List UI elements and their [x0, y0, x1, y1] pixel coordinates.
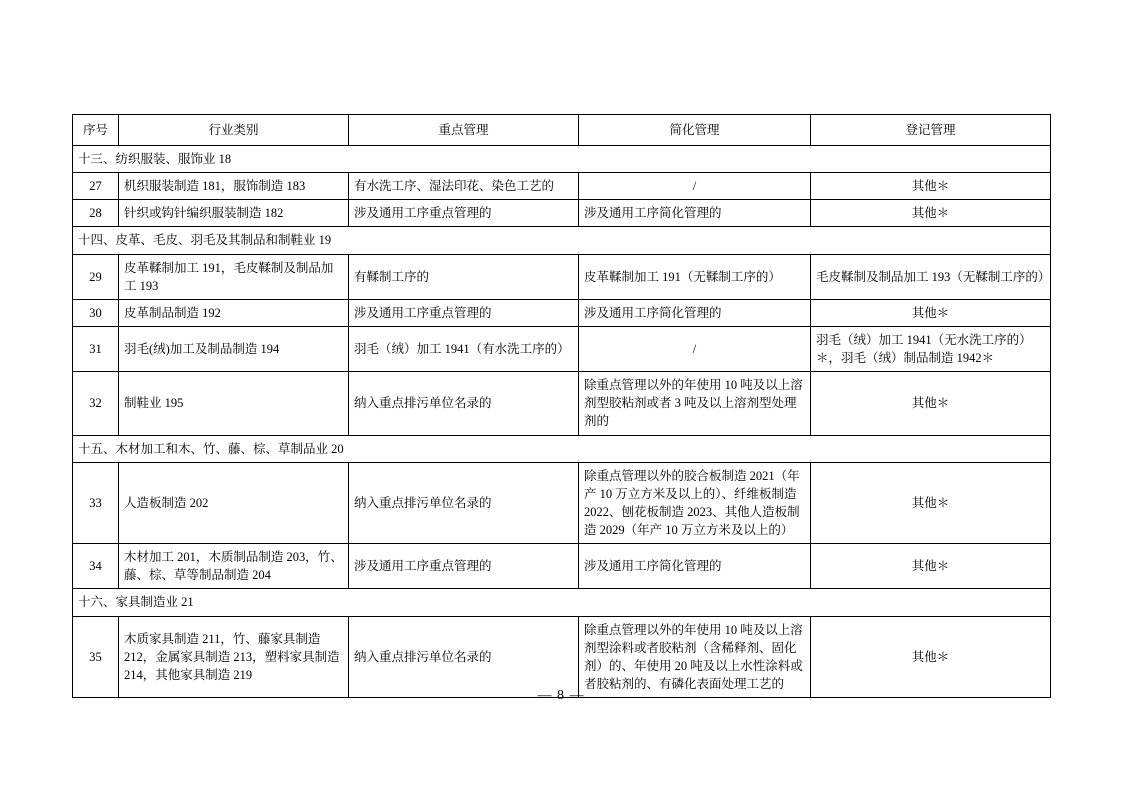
row-seq: 29 [73, 254, 119, 299]
column-header-registration-management: 登记管理 [811, 115, 1051, 146]
section-label: 十三、纺织服装、服饰业 18 [73, 146, 1051, 173]
row-key-management: 涉及通用工序重点管理的 [349, 200, 579, 227]
row-registration-management: 其他＊ [811, 372, 1051, 435]
row-simplified-management: / [579, 173, 811, 200]
column-header-key-management: 重点管理 [349, 115, 579, 146]
section-label: 十四、皮革、毛皮、羽毛及其制品和制鞋业 19 [73, 227, 1051, 254]
row-industry: 机织服装制造 181，服饰制造 183 [119, 173, 349, 200]
row-registration-management: 其他＊ [811, 200, 1051, 227]
table-row [73, 462, 1051, 544]
row-key-management: 羽毛（绒）加工 1941（有水洗工序的） [349, 326, 579, 371]
row-registration-management: 其他＊ [811, 299, 1051, 326]
column-header-simplified-management: 简化管理 [579, 115, 811, 146]
row-registration-management: 其他＊ [811, 616, 1051, 698]
row-seq: 27 [73, 173, 119, 200]
row-simplified-management: 除重点管理以外的胶合板制造 2021（年产 10 万立方米及以上的）、纤维板制造 2022、刨花板制造 2023、其他人造板制造 2029（年产 10 万立方米及以上的） [579, 462, 811, 544]
table-row [73, 299, 1051, 326]
row-seq: 30 [73, 299, 119, 326]
column-header-industry: 行业类别 [119, 115, 349, 146]
row-seq: 33 [73, 462, 119, 544]
row-simplified-management: 除重点管理以外的年使用 10 吨及以上溶剂型涂料或者胶粘剂（含稀释剂、固化剂）的、年使用 20 吨及以上水性涂料或者胶粘剂的、有磷化表面处理工艺的 [579, 616, 811, 698]
industry-classification-table [72, 114, 1051, 698]
row-seq: 32 [73, 372, 119, 435]
table-row [73, 544, 1051, 589]
row-industry: 羽毛(绒)加工及制品制造 194 [119, 326, 349, 371]
row-seq: 34 [73, 544, 119, 589]
column-header-seq: 序号 [73, 115, 119, 146]
table-row [73, 200, 1051, 227]
page-number: — 8 — [537, 688, 585, 703]
row-industry: 人造板制造 202 [119, 462, 349, 544]
row-key-management: 有水洗工序、湿法印花、染色工艺的 [349, 173, 579, 200]
row-industry: 制鞋业 195 [119, 372, 349, 435]
row-industry: 木材加工 201，木质制品制造 203，竹、藤、棕、草等制品制造 204 [119, 544, 349, 589]
table-header [73, 115, 1051, 146]
table-row [73, 616, 1051, 698]
row-registration-management: 羽毛（绒）加工 1941（无水洗工序的）＊，羽毛（绒）制品制造 1942＊ [811, 326, 1051, 371]
row-simplified-management: / [579, 326, 811, 371]
row-key-management: 涉及通用工序重点管理的 [349, 299, 579, 326]
table-row [73, 326, 1051, 371]
row-seq: 28 [73, 200, 119, 227]
row-industry: 针织或钩针编织服装制造 182 [119, 200, 349, 227]
section-label: 十五、木材加工和木、竹、藤、棕、草制品业 20 [73, 435, 1051, 462]
table-section-row [73, 146, 1051, 173]
table-section-row [73, 589, 1051, 616]
row-key-management: 纳入重点排污单位名录的 [349, 372, 579, 435]
row-seq: 35 [73, 616, 119, 698]
row-simplified-management: 除重点管理以外的年使用 10 吨及以上溶剂型胶粘剂或者 3 吨及以上溶剂型处理剂的 [579, 372, 811, 435]
row-key-management: 有鞣制工序的 [349, 254, 579, 299]
table-row [73, 372, 1051, 435]
row-simplified-management: 涉及通用工序简化管理的 [579, 200, 811, 227]
table-body [73, 146, 1051, 698]
row-registration-management: 毛皮鞣制及制品加工 193（无鞣制工序的） [811, 254, 1051, 299]
row-simplified-management: 涉及通用工序简化管理的 [579, 299, 811, 326]
row-seq: 31 [73, 326, 119, 371]
row-industry: 皮革鞣制加工 191，毛皮鞣制及制品加工 193 [119, 254, 349, 299]
row-key-management: 纳入重点排污单位名录的 [349, 462, 579, 544]
table-header-row [73, 115, 1051, 146]
row-registration-management: 其他＊ [811, 462, 1051, 544]
table-section-row [73, 227, 1051, 254]
row-industry: 皮革制品制造 192 [119, 299, 349, 326]
table-section-row [73, 435, 1051, 462]
section-label: 十六、家具制造业 21 [73, 589, 1051, 616]
row-key-management: 涉及通用工序重点管理的 [349, 544, 579, 589]
table-container [72, 114, 1050, 698]
table-row [73, 254, 1051, 299]
row-industry: 木质家具制造 211，竹、藤家具制造 212，金属家具制造 213，塑料家具制造 214，其他家具制造 219 [119, 616, 349, 698]
row-key-management: 纳入重点排污单位名录的 [349, 616, 579, 698]
table-row [73, 173, 1051, 200]
row-registration-management: 其他＊ [811, 173, 1051, 200]
row-simplified-management: 皮革鞣制加工 191（无鞣制工序的） [579, 254, 811, 299]
row-registration-management: 其他＊ [811, 544, 1051, 589]
row-simplified-management: 涉及通用工序简化管理的 [579, 544, 811, 589]
